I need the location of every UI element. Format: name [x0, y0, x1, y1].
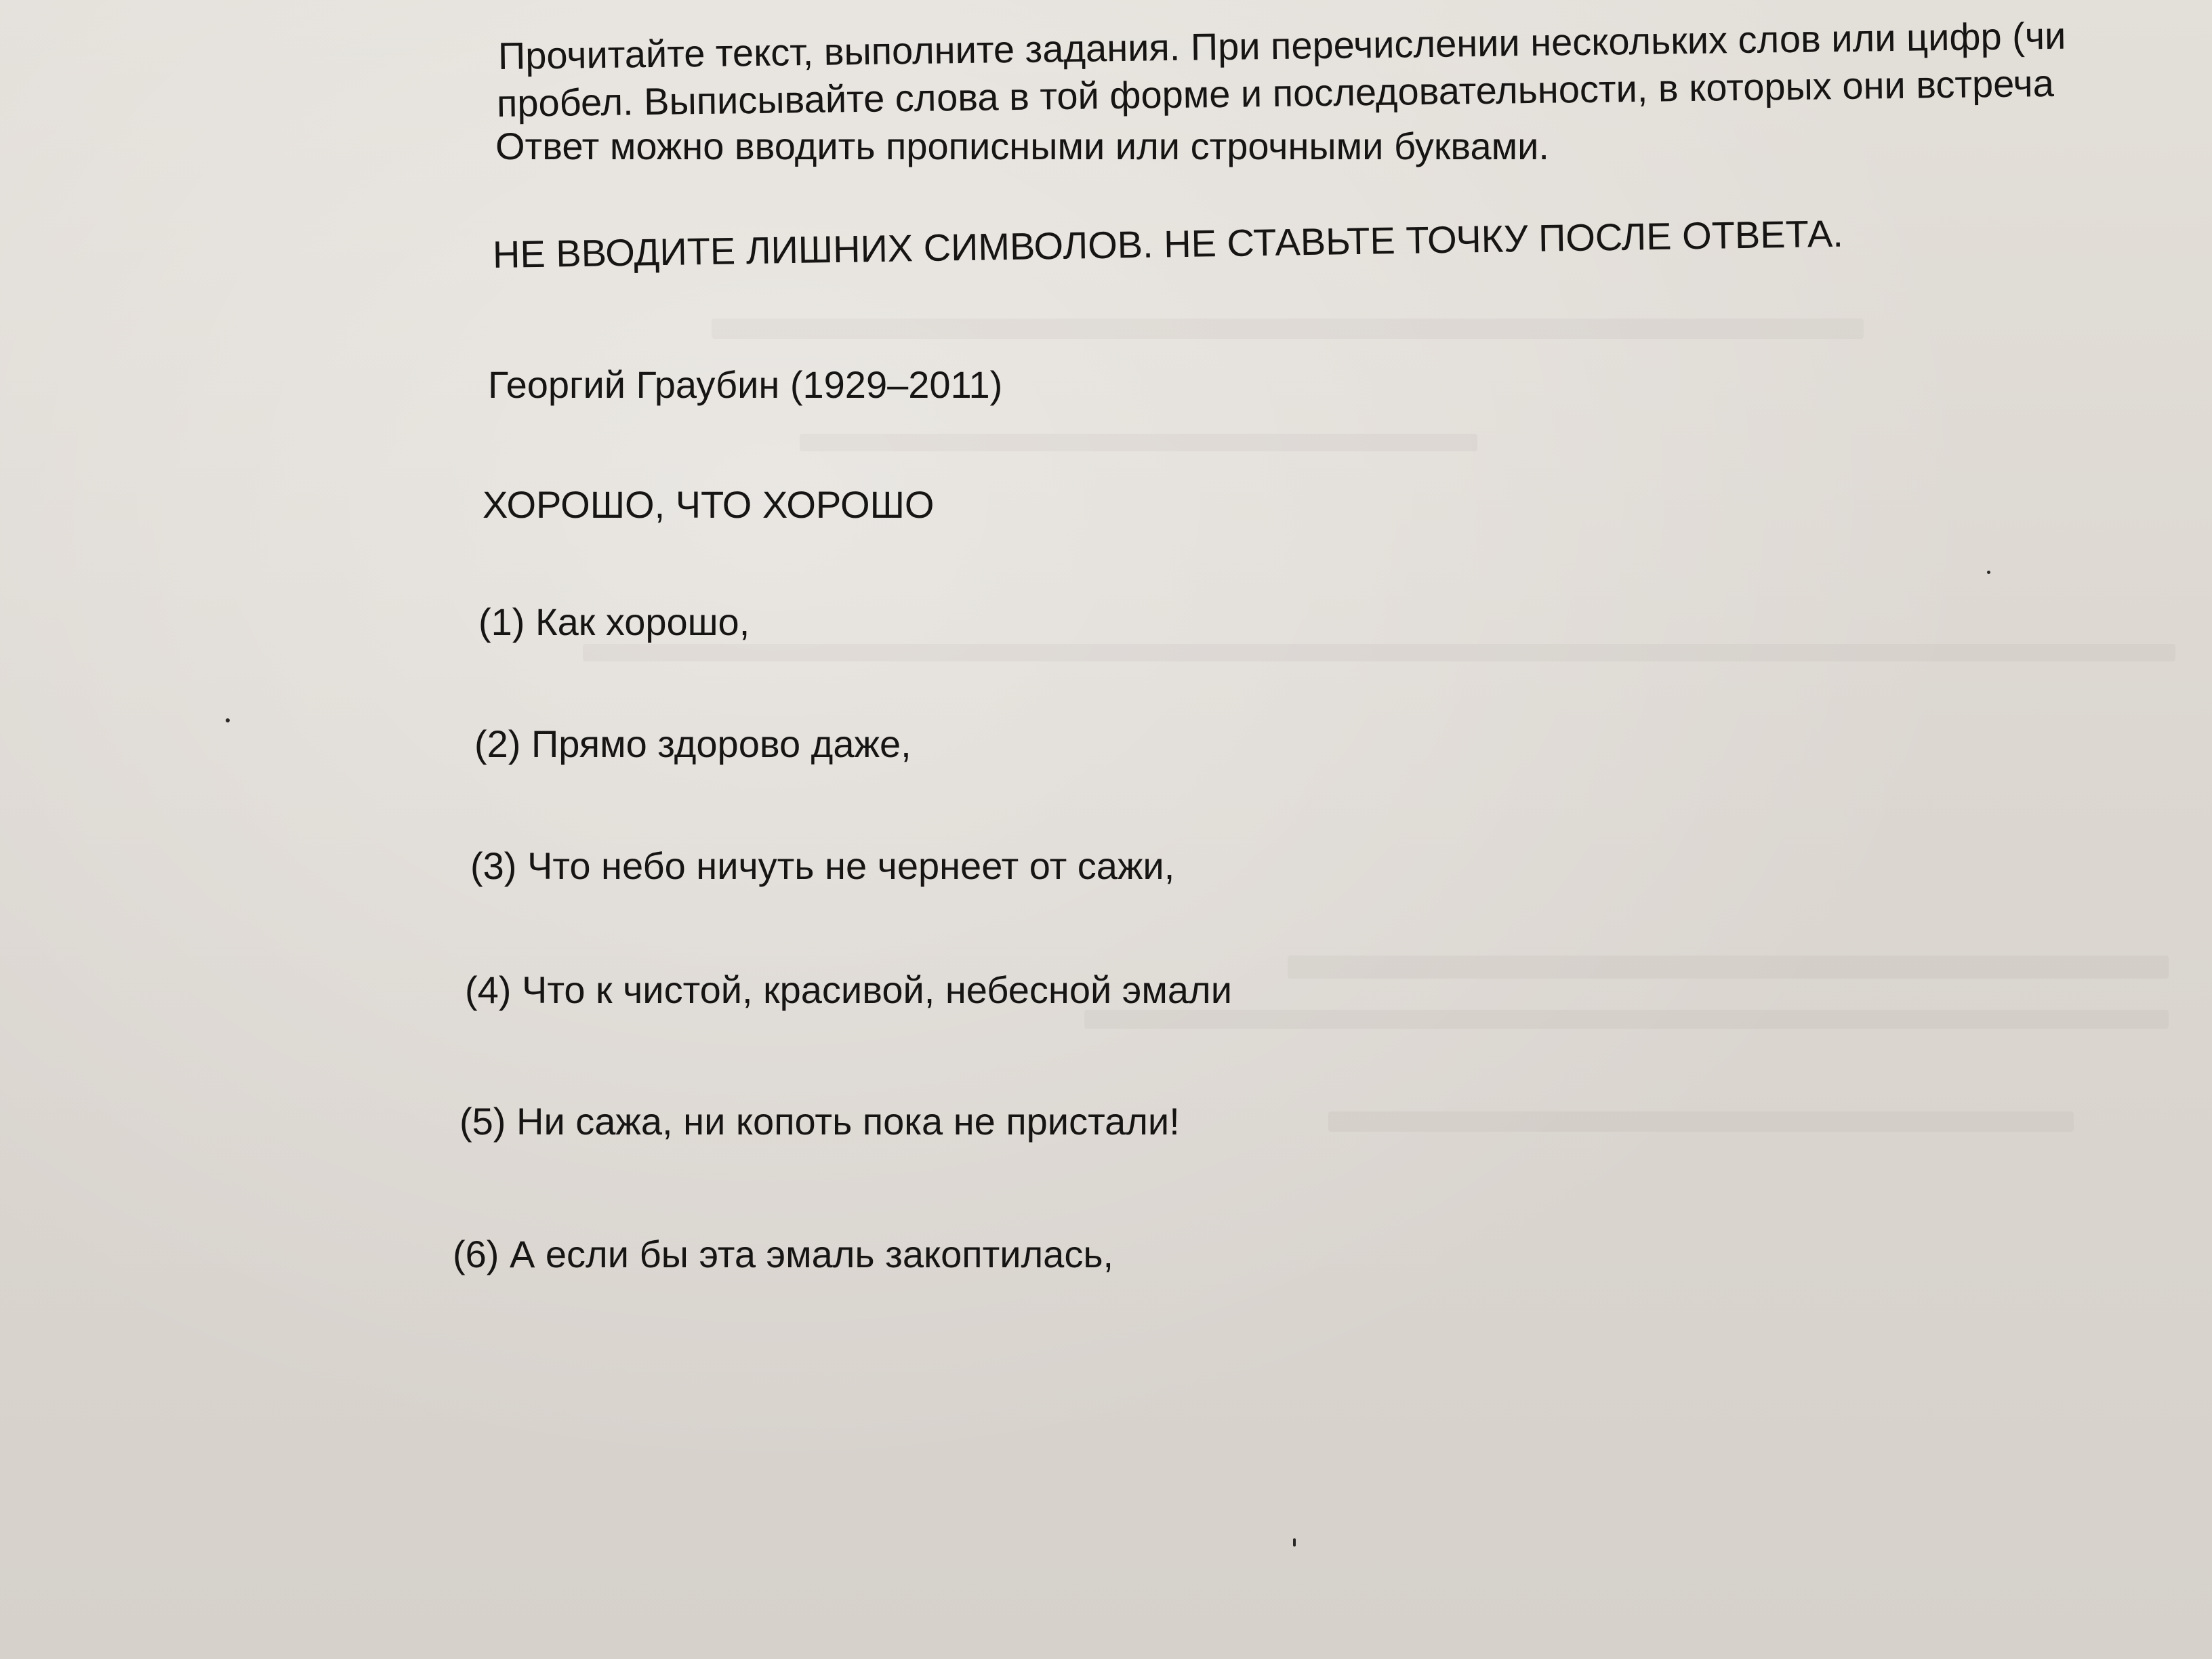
- show-through-text: [1288, 956, 2169, 979]
- poem-line-4: (4) Что к чистой, красивой, небесной эмали: [465, 968, 1232, 1011]
- paper-speck: [1987, 571, 1990, 574]
- poem-line-5: (5) Ни сажа, ни копоть пока не пристали!: [459, 1100, 1180, 1143]
- show-through-text: [1328, 1111, 2074, 1132]
- poem-line-3: (3) Что небо ничуть не чернеет от сажи,: [470, 844, 1175, 887]
- show-through-text: [800, 434, 1477, 451]
- instruction-line-3: Ответ можно вводить прописными или строчными буквами.: [495, 125, 1549, 167]
- warning-text: НЕ ВВОДИТЕ ЛИШНИХ СИМВОЛОВ. НЕ СТАВЬТЕ ТОЧКУ ПОСЛЕ ОТВЕТА.: [492, 211, 1844, 276]
- instruction-line-2: пробел. Выписывайте слова в той форме и последовательности, в которых они встреча: [496, 61, 2055, 125]
- paper-speck: [1293, 1538, 1296, 1547]
- instruction-line-1: Прочитайте текст, выполните задания. При перечислении нескольких слов или цифр (чи: [497, 14, 2066, 77]
- poem-title: ХОРОШО, ЧТО ХОРОШО: [483, 483, 935, 526]
- poem-line-1: (1) Как хорошо,: [478, 600, 750, 643]
- paper-speck: [226, 718, 230, 722]
- poem-line-2: (2) Прямо здорово даже,: [474, 722, 912, 765]
- show-through-text: [583, 644, 2175, 661]
- show-through-text: [1084, 1010, 2169, 1029]
- poem-line-6: (6) А если бы эта эмаль закоптилась,: [453, 1233, 1114, 1275]
- show-through-text: [712, 319, 1864, 339]
- author-line: Георгий Граубин (1929–2011): [488, 363, 1003, 406]
